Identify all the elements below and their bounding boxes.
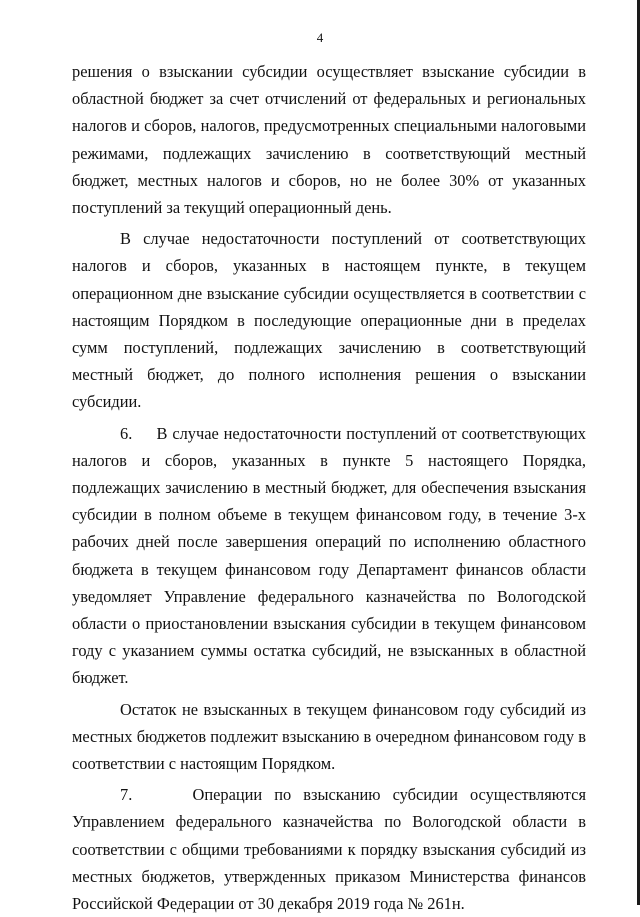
document-body — [72, 58, 586, 917]
paragraph-item-7: 7. Операции по взысканию субсидии осуществляются Управлением федерального казначейства по Вологодской области в соответствии с общими требованиями к порядку взыскания субсидий из местных бюджетов, утвержденных приказом Министерства финансов Российской Федерации от 30 декабря 2019 года № 261н. — [72, 785, 586, 914]
page-number: 4 — [316, 30, 324, 45]
paragraph-continuation: решения о взыскании субсидии осуществляет взыскание субсидии в областной бюджет за счет отчислений от федеральных и региональных налогов и сборов, налогов, предусмотренных специальными налоговыми режимами, подлежащих зачислению в соответствующий местный бюджет, местных налогов и сборов, но не более 30% от указанных поступлений за текущий операционный день. — [72, 62, 586, 218]
paragraph-remainder: Остаток не взысканных в текущем финансовом году субсидий из местных бюджетов подлежит взысканию в очередном финансовом году в соответствии с настоящим Порядком. — [72, 699, 586, 774]
paragraph-insufficiency: В случае недостаточности поступлений от соответствующих налогов и сборов, указанных в настоящем пункте, в текущем операционном дне взыскание субсидии осуществляется в соответствии с настоящим Порядком в последующие операционные дни в пределах сумм поступлений, подлежащих зачислению в соответствующий местный бюджет, до полного исполнения решения о взыскании субсидии. — [72, 229, 586, 412]
paragraph-item-6: 6. В случае недостаточности поступлений от соответствующих налогов и сборов, указанных в пункте 5 настоящего Порядка, подлежащих зачислению в местный бюджет, для обеспечения взыскания субсидии в полном объеме в текущем финансовом году, в течение 3-х рабочих дней после завершения операций по исполнению областного бюджета в текущем финансовом году Департамент финансов области уведомляет Управление федерального казначейства по Вологодской области о приостановлении взыскания субсидии в текущем финансовом году с указанием суммы остатка субсидий, не взысканных в областной бюджет. — [72, 423, 586, 688]
